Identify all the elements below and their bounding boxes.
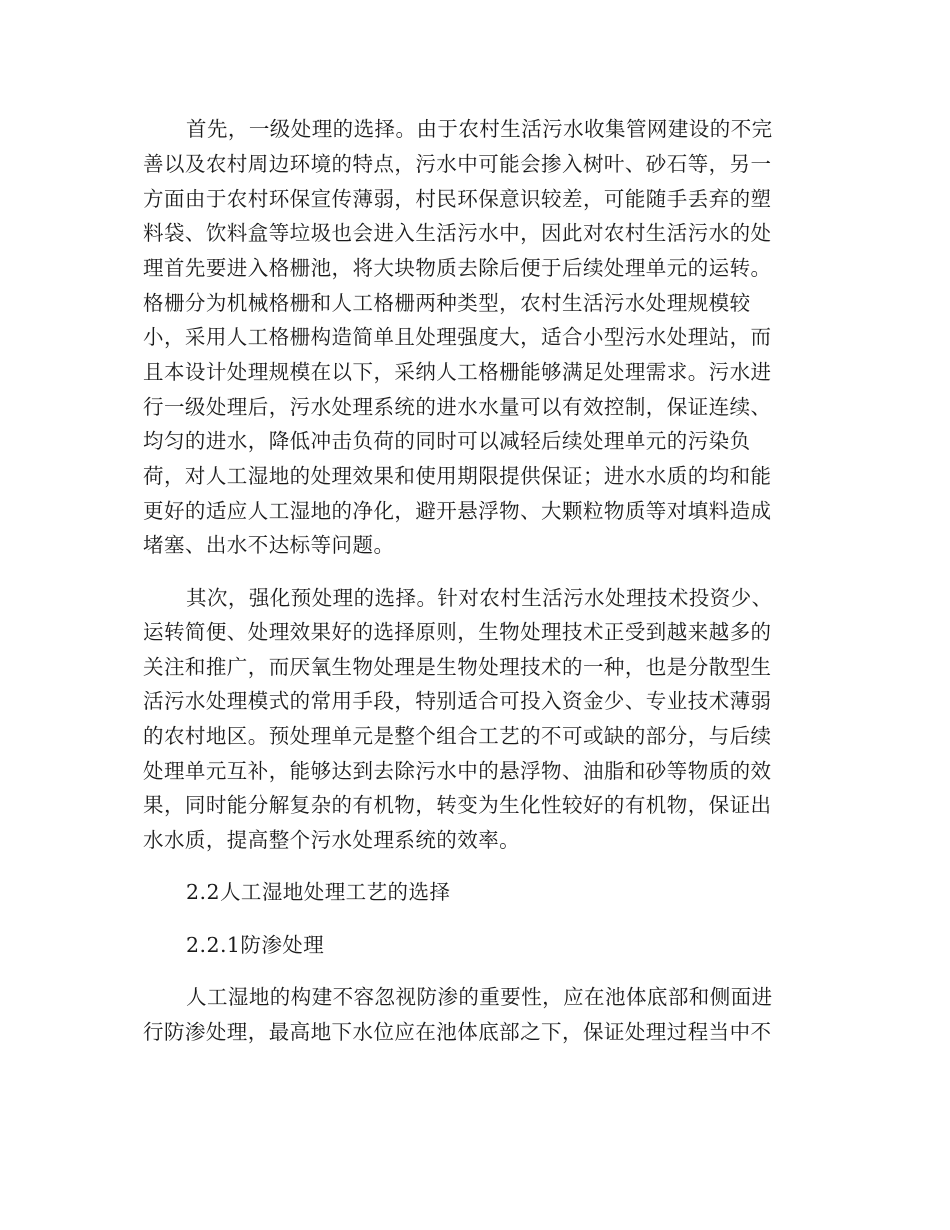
section-heading-2-2: 2.2人工湿地处理工艺的选择	[186, 880, 451, 904]
text-line: 小，采用人工格栅构造简单且处理强度大，适合小型污水处理站，而	[143, 325, 772, 349]
text-line: 料袋、饮料盒等垃圾也会进入生活污水中，因此对农村生活污水的处	[143, 221, 772, 245]
text-line: 理首先要进入格栅池，将大块物质去除后便于后续处理单元的运转。	[143, 256, 772, 280]
text-line: 水水质，提高整个污水处理系统的效率。	[143, 828, 521, 852]
text-line: 更好的适应人工湿地的净化，避开悬浮物、大颗粒物质等对填料造成	[143, 499, 772, 523]
text-line: 其次，强化预处理的选择。针对农村生活污水处理技术投资少、	[186, 586, 773, 610]
text-line: 关注和推广，而厌氧生物处理是生物处理技术的一种，也是分散型生	[143, 655, 772, 679]
text-line: 人工湿地的构建不容忽视防渗的重要性，应在池体底部和侧面进	[186, 985, 773, 1009]
text-line: 堵塞、出水不达标等问题。	[143, 533, 395, 557]
text-line: 荷，对人工湿地的处理效果和使用期限提供保证；进水水质的均和能	[143, 464, 772, 488]
text-line: 果，同时能分解复杂的有机物，转变为生化性较好的有机物，保证出	[143, 793, 772, 817]
text-line: 方面由于农村环保宣传薄弱，村民环保意识较差，可能随手丢弃的塑	[143, 187, 772, 211]
text-line: 运转简便、处理效果好的选择原则，生物处理技术正受到越来越多的	[143, 620, 772, 644]
section-heading-2-2-1: 2.2.1防渗处理	[186, 933, 325, 957]
text-line: 活污水处理模式的常用手段，特别适合可投入资金少、专业技术薄弱	[143, 689, 772, 713]
text-line: 行防渗处理，最高地下水位应在池体底部之下，保证处理过程当中不	[143, 1020, 772, 1044]
text-line: 处理单元互补，能够达到去除污水中的悬浮物、油脂和砂等物质的效	[143, 759, 772, 783]
text-line: 且本设计处理规模在以下，采纳人工格栅能够满足处理需求。污水进	[143, 360, 772, 384]
text-line: 格栅分为机械格栅和人工格栅两种类型，农村生活污水处理规模较	[143, 291, 751, 315]
text-line: 的农村地区。预处理单元是整个组合工艺的不可或缺的部分，与后续	[143, 724, 772, 748]
text-line: 善以及农村周边环境的特点，污水中可能会掺入树叶、砂石等，另一	[143, 152, 772, 176]
text-line: 行一级处理后，污水处理系统的进水水量可以有效控制，保证连续、	[143, 395, 772, 419]
text-line: 首先，一级处理的选择。由于农村生活污水收集管网建设的不完	[186, 117, 773, 141]
text-line: 均匀的进水，降低冲击负荷的同时可以减轻后续处理单元的污染负	[143, 429, 751, 453]
